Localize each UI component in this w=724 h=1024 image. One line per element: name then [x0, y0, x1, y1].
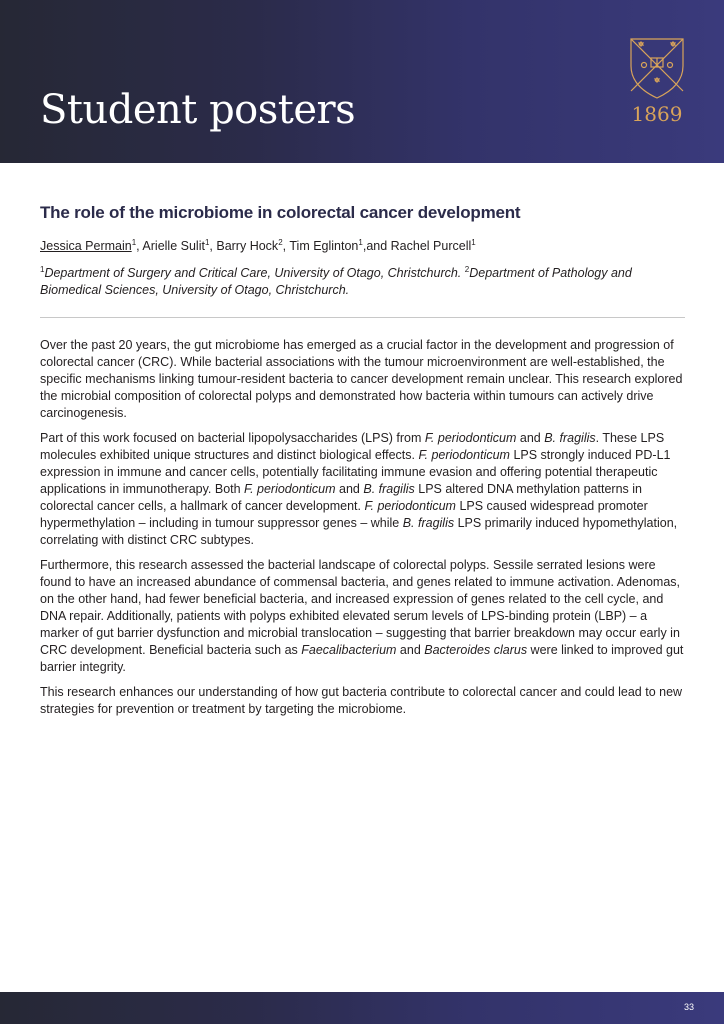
- text-run: LPS primarily induced hypomethylation, correlating with distinct CRC subtypes.: [40, 516, 678, 547]
- text-run: LPS strongly induced PD-L1 expression in immune and cancer cells, potentially facilitating immune evasion and offering potential therapeutic applications in immunotherapy. Both: [40, 448, 671, 496]
- university-crest-icon: [628, 36, 686, 100]
- author-affiliation-marker: 1: [204, 237, 210, 247]
- affiliation-list: [40, 265, 685, 299]
- affiliation-marker: 2: [464, 264, 470, 274]
- author-name: and Rachel Purcell: [366, 239, 472, 253]
- author-affiliation-marker: 1: [358, 237, 363, 247]
- species-name: B. fragilis: [363, 482, 415, 496]
- text-run: and: [516, 431, 545, 445]
- page-header-banner: [0, 0, 724, 163]
- body-paragraph: [40, 430, 685, 549]
- article-body: [40, 337, 685, 718]
- body-paragraph: [40, 557, 685, 676]
- text-run: Part of this work focused on bacterial lipopolysaccharides (LPS) from: [40, 431, 425, 445]
- page-number: 33: [683, 1002, 694, 1012]
- affiliation-marker: 1: [40, 264, 45, 274]
- body-paragraph: [40, 684, 685, 718]
- divider: [40, 317, 685, 318]
- text-run: LPS altered DNA methylation patterns in colorectal cancer cells, a hallmark of cancer development.: [40, 482, 642, 513]
- species-name: B. fragilis: [544, 431, 596, 445]
- species-name: Faecalibacterium: [301, 643, 397, 657]
- text-run: and: [335, 482, 364, 496]
- text-run: . These LPS molecules exhibited unique structures and distinct biological effects.: [40, 431, 665, 462]
- text-run: LPS caused widespread promoter hypermethylation – including in tumour suppressor genes – while: [40, 499, 648, 530]
- author-name: Tim Eglinton: [289, 239, 359, 253]
- author-affiliation-marker: 1: [471, 237, 476, 247]
- text-run: Furthermore, this research assessed the bacterial landscape of colorectal polyps. Sessile serrated lesions were found to have an increased abundance of commensal bacteria, and genes related to immune activation. Adenomas, on the other hand, had fewer beneficial bacteria, and increased expression of genes related to the cell cycle, and DNA repair. Additionally, patients with polyps exhibited elevated serum levels of LPS-binding protein (LBP) – a marker of gut barrier dysfunction and microbial translocation – suggesting that barrier breakdown may occur early in CRC development. Beneficial bacteria such as: [40, 558, 680, 657]
- affiliation-text: Department of Surgery and Critical Care, University of Otago, Christchurch.: [44, 266, 465, 280]
- crest-year: 1869: [631, 102, 683, 126]
- article: [40, 201, 685, 726]
- affiliation-text: Department of Pathology and Biomedical Sciences, University of Otago, Christchurch.: [40, 266, 632, 297]
- author-name: Jessica Permain: [40, 239, 132, 253]
- author-separator: ,: [136, 239, 143, 253]
- species-name: F. periodonticum: [364, 499, 456, 513]
- author-affiliation-marker: 1: [131, 237, 137, 247]
- author-list: [40, 237, 685, 255]
- species-name: F. periodonticum: [244, 482, 336, 496]
- text-run: and: [396, 643, 425, 657]
- text-run: This research enhances our understanding of how gut bacteria contribute to colorectal cancer and could lead to new strategies for prevention or treatment by targeting the microbiome.: [40, 685, 683, 716]
- body-paragraph: [40, 337, 685, 422]
- author-separator: ,: [209, 239, 217, 253]
- page-footer-banner: [0, 992, 724, 1024]
- article-title: The role of the microbiome in colorectal cancer development: [40, 203, 521, 222]
- author-affiliation-marker: 2: [278, 237, 283, 247]
- species-name: B. fragilis: [402, 516, 455, 530]
- author-name: Barry Hock: [216, 239, 279, 253]
- author-name: Arielle Sulit: [142, 239, 205, 253]
- species-name: Bacteroides clarus: [424, 643, 528, 657]
- author-separator: ,: [362, 239, 367, 253]
- species-name: F. periodonticum: [424, 431, 517, 445]
- species-name: F. periodonticum: [418, 448, 510, 462]
- text-run: were linked to improved gut barrier integrity.: [40, 643, 684, 674]
- text-run: Over the past 20 years, the gut microbiome has emerged as a crucial factor in the development and progression of colorectal cancer (CRC). While bacterial associations with the tumour microenvironment are well-established, the specific mechanisms linking tumour-resident bacteria to cancer development remain unclear. This research explored the microbial composition of colorectal polyps and demonstrated how bacteria within tumours can actively drive carcinogenesis.: [40, 338, 683, 420]
- author-separator: ,: [282, 239, 290, 253]
- university-crest: [628, 36, 686, 126]
- section-title: Student posters: [40, 87, 356, 133]
